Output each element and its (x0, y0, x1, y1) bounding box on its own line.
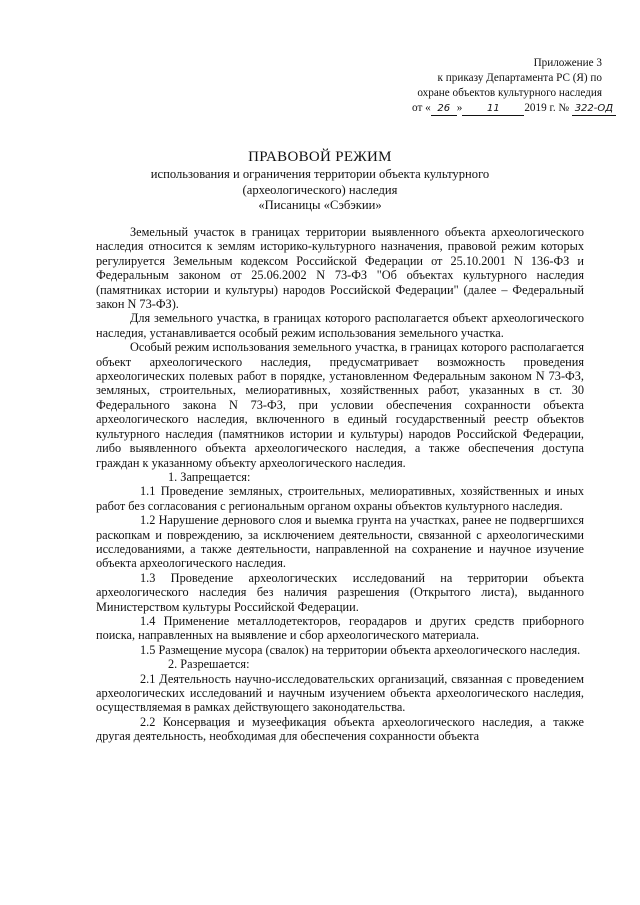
title-line-2: использования и ограничения территории объекта культурного (150, 167, 490, 181)
title-object-name: «Писаницы «Сэбэкии» (258, 198, 382, 212)
paragraph-land-plot: Земельный участок в границах территории выявленного объекта археологического наследия относится к землям историко-культурного назначения, правовой режим которых регулируется Земельным кодексом Российской Федерации от 25.10.2001 N 136-ФЗ и Федеральным законом от 25.06.2002 N 73-ФЗ "Об объектах культурного наследия (памятниках истории и культуры) народов Российской Федерации" (далее – Федеральный закон N 73-ФЗ). (96, 225, 584, 312)
prohibited-item-1-4: 1.4 Применение металлодетекторов, георадаров и других средств приборного поиска, направленных на выявление и сбор археологического материала. (96, 613, 584, 643)
prohibited-item-1-1: 1.1 Проведение земляных, строительных, мелиоративных, хозяйственных и иных работ без согласования с региональным органом охраны объектов культурного наследия. (96, 484, 584, 513)
document-body (96, 225, 584, 744)
date-year-label: 2019 г. № (524, 102, 570, 114)
date-day-handwritten: 26 (431, 103, 457, 116)
prohibited-item-1-2: 1.2 Нарушение дернового слоя и выемка грунта на участках, ранее не подвергшихся раскопкам и повреждению, за исключением деятельности, связанной с археологическими исследованиями, а также деятельности, направленной на сохранение и научное изучение объекта археологического наследия. (96, 513, 584, 571)
prohibited-item-1-5: 1.5 Размещение мусора (свалок) на территории объекта археологического наследия. (140, 642, 581, 657)
allowed-item-2-1: 2.1 Деятельность научно-исследовательских организаций, связанная с проведением археологических исследований и научным изучением объекта археологического наследия, осуществляемая в рамках действующего законодательства. (96, 671, 584, 715)
allowed-item-2-2: 2.2 Консервация и музеефикация объекта археологического наследия, а также другая деятельность, необходимая для обеспечения сохранности объекта (96, 714, 584, 744)
prohibited-item-1-3: 1.3 Проведение археологических исследований на территории объекта археологического наследия без наличия разрешения (Открытого листа), выданного Министерством культуры Российской Федерации. (96, 570, 584, 614)
appendix-department-line: охране объектов культурного наследия (417, 87, 602, 99)
date-prefix: от « (412, 102, 431, 114)
order-number-handwritten: 322-ОД (572, 103, 616, 116)
section-prohibited-heading: 1. Запрещается: (168, 469, 251, 484)
appendix-label: Приложение 3 (533, 57, 602, 69)
appendix-date-line (412, 101, 614, 116)
appendix-header (412, 56, 614, 116)
section-allowed-heading: 2. Разрешается: (168, 657, 250, 672)
date-month-handwritten: 11 (462, 103, 524, 116)
title-line-3: (археологического) наследия (242, 182, 398, 197)
paragraph-special-regime: Для земельного участка, в границах которого располагается объект археологического наследия, устанавливается особый режим использования земельного участка. (96, 311, 584, 340)
date-mid: » (456, 102, 463, 114)
paragraph-regime-details: Особый режим использования земельного участка, в границах которого располагается объект археологического наследия, предусматривает возможность проведения археологических полевых работ в порядке, установленном Федеральным законом N 73-ФЗ, земляных, строительных, мелиоративных, хозяйственных работ, указанных в ст. 30 Федерального закона N 73-ФЗ, при условии обеспечения сохранности объекта археологического наследия, включенного в единый государственный реестр объектов культурного наследия (памятников истории и культуры) народов Российской Федерации, либо выявленного объекта археологического наследия, а также обеспечения доступа граждан к указанному объекту археологического наследия. (96, 340, 584, 470)
document-title-block (100, 148, 540, 214)
appendix-order-line: к приказу Департамента РС (Я) по (437, 72, 602, 84)
document-title: ПРАВОВОЙ РЕЖИМ (248, 149, 392, 165)
